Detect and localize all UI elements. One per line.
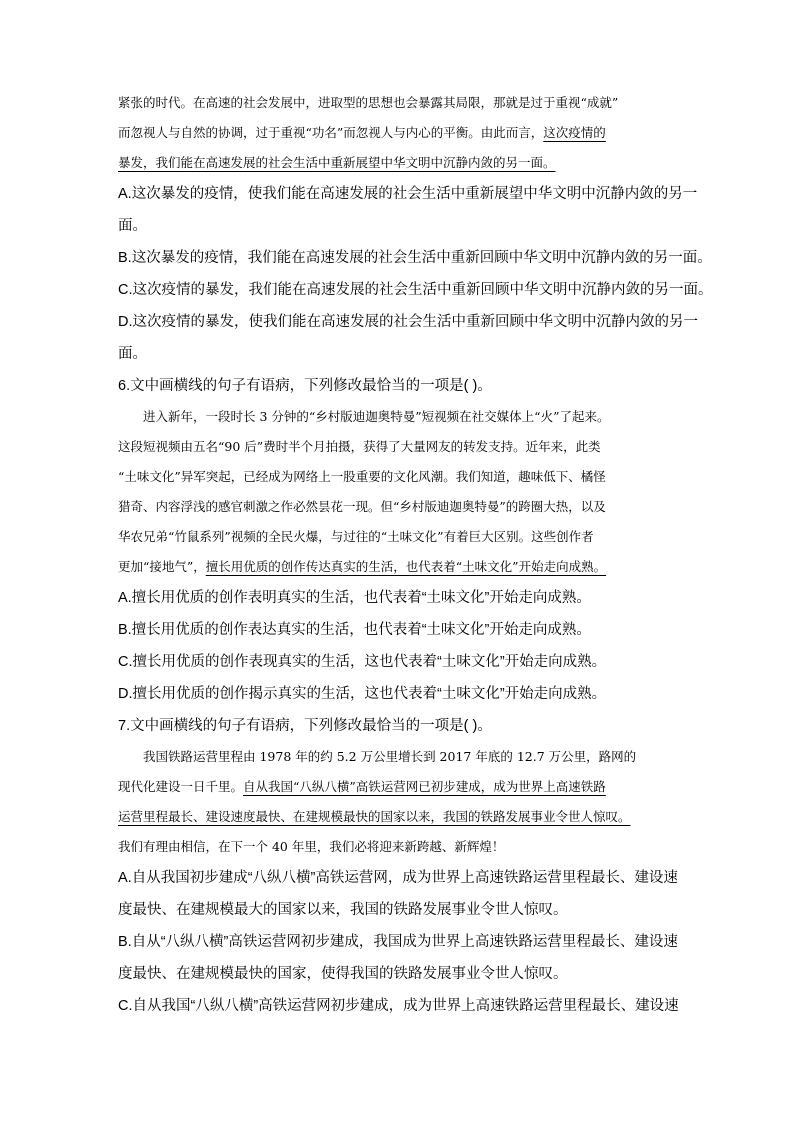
underlined-sentence: 运营里程最长、建设速度最快、在建规模最快的国家以来，我国的铁路发展事业令世人惊叹。 xyxy=(118,809,631,824)
option-c: C.擅长用优质的创作表现真实的生活，这也代表着“土味文化”开始走向成熟。 xyxy=(118,654,607,670)
passage-line: 我们有理由相信，在下一个 40 年里，我们必将迎来新跨越、新辉煌！ xyxy=(118,839,505,854)
option-b: B.擅长用优质的创作表达真实的生活，也代表着“土味文化”开始走向成熟。 xyxy=(118,622,591,638)
option-d-cont: 面。 xyxy=(118,346,147,362)
passage-text: 更加“接地气”， xyxy=(118,559,206,574)
passage-line: 华农兄弟“竹鼠系列”视频的全民火爆，与过往的“土味文化”有着巨大区别。这些创作者 xyxy=(118,529,594,544)
option-d: D.这次疫情的暴发，使我们能在高速发展的社会生活中重新回顾中华文明中沉静内敛的另一 xyxy=(118,314,698,330)
option-a-cont: 度最快、在建规模最大的国家以来，我国的铁路发展事业令世人惊叹。 xyxy=(118,902,568,918)
passage-line xyxy=(118,148,678,178)
passage-line xyxy=(118,552,678,582)
document-page xyxy=(118,88,713,1022)
passage-text: 而忽视人与自然的协调，过于重视“功名”而忽视人与内心的平衡。由此而言， xyxy=(118,125,544,140)
passage-line: 猎奇、内容浮浅的感官刺激之作必然昙花一现。但“乡村版迪迦奥特曼”的跨圈大热，以及 xyxy=(118,499,606,514)
option-b-cont: 度最快、在建规模最快的国家，使得我国的铁路发展事业令世人惊叹。 xyxy=(118,966,568,982)
option-d: D.擅长用优质的创作揭示真实的生活，这也代表着“土味文化”开始走向成熟。 xyxy=(118,686,607,702)
option-c: C.这次疫情的暴发，我们能在高速发展的社会生活中重新回顾中华文明中沉静内敛的另一面。 xyxy=(118,282,713,298)
question-6-stem: 6.文中画横线的句子有语病，下列修改最恰当的一项是( )。 xyxy=(118,378,492,394)
underlined-sentence: 自从我国“八纵八横”高铁运营网已初步建成，成为世界上高速铁路 xyxy=(243,779,606,794)
underlined-sentence: 擅长用优质的创作传达真实的生活，也代表着“土味文化”开始走向成熟。 xyxy=(205,559,607,574)
option-a: A.这次暴发的疫情，使我们能在高速发展的社会生活中重新展望中华文明中沉静内敛的另一 xyxy=(118,186,698,202)
option-c: C.自从我国“八纵八横”高铁运营网初步建成，成为世界上高速铁路运营里程最长、建设速 xyxy=(118,998,679,1014)
passage-line: 进入新年，一段时长 3 分钟的“乡村版迪迦奥特曼”短视频在社交媒体上“火”了起来。 xyxy=(143,409,610,424)
passage-line xyxy=(118,772,678,802)
passage-line: 这段短视频由五名“90 后”费时半个月拍摄，获得了大量网友的转发支持。近年来，此类 xyxy=(118,439,601,454)
option-a-cont: 面。 xyxy=(118,218,147,234)
option-a: A.自从我国初步建成“八纵八横”高铁运营网，成为世界上高速铁路运营里程最长、建设速 xyxy=(118,870,678,886)
passage-line: 紧张的时代。在高速的社会发展中，进取型的思想也会暴露其局限，那就是过于重视“成就” xyxy=(118,95,619,110)
question-7-stem: 7.文中画横线的句子有语病，下列修改最恰当的一项是( )。 xyxy=(118,718,492,734)
passage-line xyxy=(118,802,678,832)
passage-line: “土味文化”异军突起，已经成为网络上一股重要的文化风潮。我们知道，趣味低下、橘怪 xyxy=(118,469,606,484)
passage-line xyxy=(118,118,678,148)
passage-text: 现代化建设一日千里。 xyxy=(118,779,244,794)
underlined-sentence: 暴发，我们能在高速发展的社会生活中重新展望中华文明中沉静内敛的另一面。 xyxy=(118,155,556,170)
underlined-sentence: 这次疫情的 xyxy=(543,125,606,140)
option-b: B.这次暴发的疫情，我们能在高速发展的社会生活中重新回顾中华文明中沉静内敛的另一面。 xyxy=(118,250,712,266)
passage-line: 我国铁路运营里程由 1978 年的约 5.2 万公里增长到 2017 年底的 12.7 万公里，路网的 xyxy=(143,749,637,764)
option-b: B.自从“八纵八横”高铁运营网初步建成，我国成为世界上高速铁路运营里程最长、建设速 xyxy=(118,934,678,950)
option-a: A.擅长用优质的创作表明真实的生活，也代表着“土味文化”开始走向成熟。 xyxy=(118,590,591,606)
